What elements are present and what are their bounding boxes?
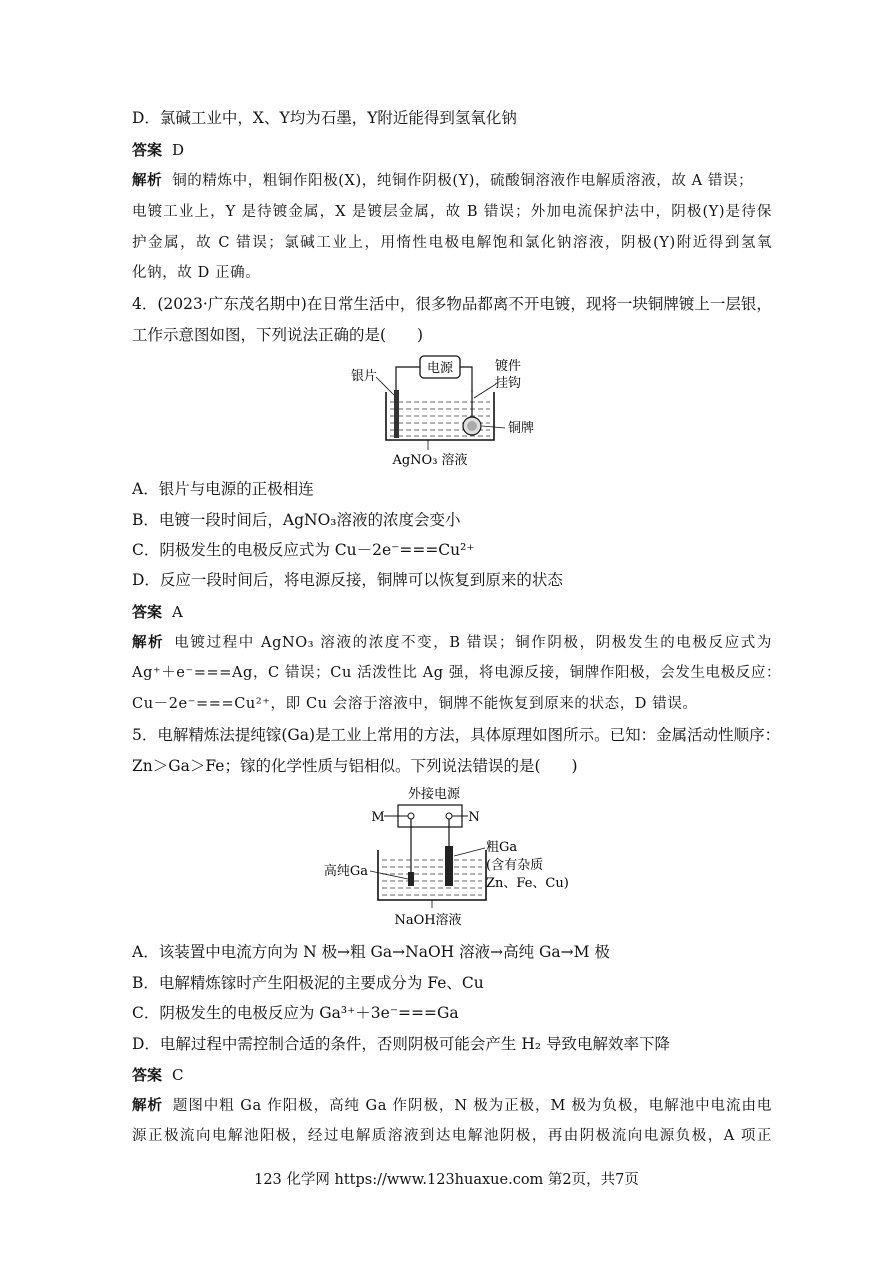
option-a: A．银片与电源的正极相连 bbox=[132, 480, 314, 498]
n-label: N bbox=[468, 810, 480, 825]
answer-line bbox=[132, 601, 772, 623]
silver-label: 银片 bbox=[350, 369, 378, 384]
solution-label: NaOH溶液 bbox=[394, 913, 462, 928]
page-footer: 123 化学网 https://www.123huaxue.com 第2页，共7页 bbox=[254, 1172, 639, 1188]
plate-label: 铜牌 bbox=[507, 421, 535, 436]
electroplating-diagram bbox=[350, 350, 550, 472]
explanation-tag: 解析 bbox=[132, 172, 163, 189]
question-4-stem: 工作示意图如图，下列说法正确的是( ) bbox=[132, 326, 424, 344]
option-b: B．电镀一段时间后，AgNO₃溶液的浓度会变小 bbox=[132, 511, 461, 529]
option-d: D．电解过程中需控制合适的条件，否则阴极可能会产生 H₂ 导致电解效率下降 bbox=[132, 1035, 671, 1053]
crude-ga-note: (含有杂质 bbox=[486, 858, 544, 873]
pure-ga-label: 高纯Ga bbox=[323, 864, 369, 879]
option-b: B．电解精炼镓时产生阳极泥的主要成分为 Fe、Cu bbox=[132, 974, 484, 992]
answer-value: D bbox=[172, 141, 185, 159]
m-label: M bbox=[371, 810, 385, 825]
hook-label-2: 挂钩 bbox=[494, 376, 522, 391]
explanation-line bbox=[132, 1095, 772, 1117]
answer-tag: 答案 bbox=[132, 1066, 163, 1084]
explanation-tag: 解析 bbox=[132, 634, 165, 651]
hook-label-1: 镀件 bbox=[494, 359, 522, 374]
option-d: D．反应一段时间后，将电源反接，铜牌可以恢复到原来的状态 bbox=[132, 571, 563, 589]
answer-line bbox=[132, 1064, 772, 1086]
explanation-line: 护金属，故 C 错误；氯碱工业上，用惰性电极电解饱和氯化钠溶液，阴极(Y)附近得到氢氧 bbox=[132, 235, 772, 251]
explanation-line bbox=[132, 632, 772, 654]
crude-ga-label: 粗Ga bbox=[486, 840, 518, 855]
explanation-line: 源正极流向电解池阳极，经过电解质溶液到达电解池阴极，再由阴极流向电源负极，A 项正 bbox=[132, 1128, 772, 1144]
explanation-line: Ag⁺＋e⁻===Ag，C 错误；Cu 活泼性比 Ag 强，将电源反接，铜牌作阳极，会发生电极反应： bbox=[132, 665, 782, 681]
solution-label: AgNO₃ 溶液 bbox=[392, 453, 468, 468]
explanation-line: Cu－2e⁻===Cu²⁺，即 Cu 会溶于溶液中，铜牌不能恢复到原来的状态，D 错误。 bbox=[132, 696, 698, 712]
explanation-line bbox=[132, 170, 772, 192]
explanation-text: 电镀过程中 AgNO₃ 溶液的浓度不变，B 错误；铜作阴极，阴极发生的电极反应式为 bbox=[174, 635, 772, 651]
option-c: C．阴极发生的电极反应为 Ga³⁺＋3e⁻===Ga bbox=[132, 1004, 459, 1022]
explanation-text: 铜的精炼中，粗铜作阳极(X)，纯铜作阴极(Y)，硫酸铜溶液作电解质溶液，故 A 错误； bbox=[172, 173, 754, 189]
electrolysis-diagram bbox=[318, 782, 574, 932]
explanation-line: 电镀工业上，Y 是待镀金属，X 是镀层金属，故 B 错误；外加电流保护法中，阴极(Y)是待保 bbox=[132, 204, 772, 220]
option-c: C．阴极发生的电极反应式为 Cu－2e⁻===Cu²⁺ bbox=[132, 541, 475, 559]
power-label: 外接电源 bbox=[407, 787, 461, 802]
question-5-stem: 5．电解精炼法提纯镓(Ga)是工业上常用的方法，具体原理如图所示。已知：金属活动性顺序： bbox=[132, 726, 781, 744]
answer-line bbox=[132, 139, 772, 161]
question-5-stem: Zn＞Ga＞Fe；镓的化学性质与铝相似。下列说法错误的是( ) bbox=[132, 757, 578, 775]
explanation-line: 化钠，故 D 正确。 bbox=[132, 265, 261, 281]
pure-ga-electrode bbox=[408, 872, 414, 886]
explanation-tag: 解析 bbox=[132, 1097, 163, 1114]
answer-value: C bbox=[172, 1066, 184, 1084]
answer-tag: 答案 bbox=[132, 141, 163, 159]
answer-tag: 答案 bbox=[132, 603, 163, 621]
option-a: A．该装置中电流方向为 N 极→粗 Ga→NaOH 溶液→高纯 Ga→M 极 bbox=[132, 943, 610, 961]
line-option-d: D．氯碱工业中，X、Y均为石墨，Y附近能得到氢氧化钠 bbox=[132, 109, 517, 127]
crude-ga-electrode bbox=[445, 846, 453, 886]
silver-electrode bbox=[394, 390, 399, 438]
power-label: 电源 bbox=[426, 361, 454, 376]
answer-value: A bbox=[172, 603, 183, 621]
explanation-text: 题图中粗 Ga 作阳极，高纯 Ga 作阴极，N 极为正极，M 极为负极，电解池中电流由电 bbox=[172, 1098, 772, 1114]
question-4-stem: 4．(2023·广东茂名期中)在日常生活中，很多物品都离不开电镀，现将一块铜牌镀上一层银， bbox=[132, 295, 772, 313]
crude-ga-impurities: Zn、Fe、Cu) bbox=[486, 876, 569, 891]
